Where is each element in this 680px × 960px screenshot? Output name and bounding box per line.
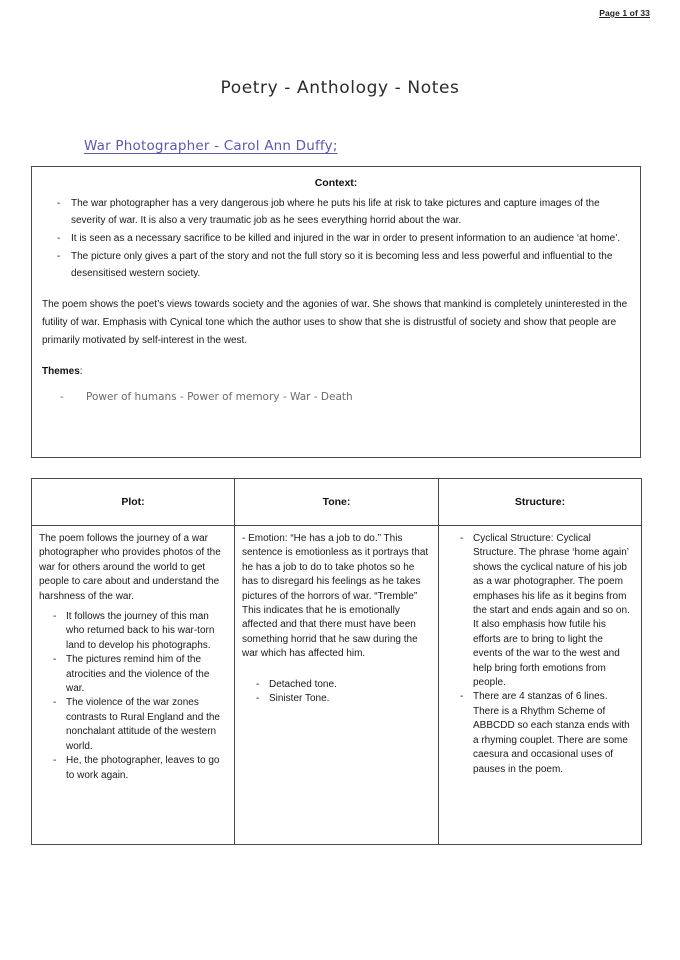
table-header-row bbox=[32, 479, 642, 526]
cell-tone bbox=[235, 526, 439, 845]
bullet-dash-icon: - bbox=[60, 391, 64, 403]
list-item bbox=[39, 653, 227, 696]
list-item-text: The war photographer has a very dangerous job where he puts his life at risk to take pictures and capture images of the severity of war. It is also a very traumatic job as he sees everything horrid about the war. bbox=[71, 198, 600, 226]
list-item bbox=[39, 696, 227, 754]
list-item-text: The violence of the war zones contrasts to Rural England and the nonchalant attitude of the western world. bbox=[66, 697, 220, 752]
list-item bbox=[42, 230, 630, 247]
themes-label-colon: : bbox=[79, 366, 83, 377]
cell-plot bbox=[32, 526, 235, 845]
cell-structure bbox=[439, 526, 642, 845]
list-item-text: The pictures remind him of the atrocities and the violence of the war. bbox=[66, 654, 210, 695]
context-paragraph: The poem shows the poet’s views towards society and the agonies of war. She shows that mankind is completely uninterested in the futility of war. Emphasis with Cynical tone which the author uses to show that she is distrustful of society and show that people are primarily motivated by self-interest in the west. bbox=[42, 299, 628, 346]
bullet-dash-icon: - bbox=[57, 233, 61, 244]
column-header-plot: Plot: bbox=[32, 479, 235, 526]
list-item bbox=[446, 690, 634, 776]
spacer bbox=[242, 668, 431, 678]
bullet-dash-icon: - bbox=[53, 611, 57, 623]
list-item bbox=[446, 532, 634, 690]
plot-intro: The poem follows the journey of a war photographer who provides photos of the war for others around the world to get people to care about and understand the harshness of the war. bbox=[39, 533, 221, 602]
context-bullet-list bbox=[42, 195, 630, 282]
context-box bbox=[31, 166, 641, 458]
list-item bbox=[242, 692, 431, 706]
list-item-text: There are 4 stanzas of 6 lines. There is a Rhythm Scheme of ABBCDD so each stanza ends with a rhyming couplet. There are some caesura and occasional uses of pauses in the poem. bbox=[473, 691, 630, 775]
bullet-dash-icon: - bbox=[256, 693, 260, 705]
bullet-dash-icon: - bbox=[460, 691, 464, 703]
list-item bbox=[42, 195, 630, 229]
bullet-dash-icon: - bbox=[53, 755, 57, 767]
list-item-text: Sinister Tone. bbox=[269, 693, 330, 705]
page-title: Poetry - Anthology - Notes bbox=[220, 78, 460, 98]
tone-bullet-list bbox=[242, 678, 431, 707]
list-item bbox=[39, 610, 227, 653]
column-header-tone: Tone: bbox=[235, 479, 439, 526]
tone-intro: - Emotion: “He has a job to do.” This sentence is emotionless as it portrays that he has a job to do to take photos so he has to disregard his feelings as he takes pictures of the horrors of war. “Tremble” This indicates that he is emotionally affected and that there must have been something horrid that he saw during the war which has affected him. bbox=[242, 533, 429, 660]
list-item-text: The picture only gives a part of the story and not the full story so it is becoming less and less powerful and influential to the desensitised western society. bbox=[71, 251, 613, 279]
themes-label bbox=[42, 366, 630, 377]
bullet-dash-icon: - bbox=[53, 697, 57, 709]
structure-bullet-list bbox=[446, 532, 634, 777]
list-item-text: It follows the journey of this man who returned back to his war-torn land to develop his photographs. bbox=[66, 611, 215, 651]
list-item bbox=[42, 248, 630, 282]
poem-heading: War Photographer - Carol Ann Duffy; bbox=[84, 138, 338, 154]
themes-label-text: Themes bbox=[42, 366, 80, 377]
list-item bbox=[39, 754, 227, 783]
themes-row bbox=[42, 391, 630, 403]
column-header-structure: Structure: bbox=[439, 479, 642, 526]
list-item-text: It is seen as a necessary sacrifice to be killed and injured in the war in order to present information to an audience ‘at home’. bbox=[71, 233, 621, 244]
table-body bbox=[32, 526, 642, 845]
page-number-header: Page 1 of 33 bbox=[599, 8, 650, 18]
list-item bbox=[242, 678, 431, 692]
list-item-text: Cyclical Structure: Cyclical Structure. The phrase ‘home again’ shows the cyclical nature of his job as a war photographer. The poem emphases his life as it begins from the start and ends again and so on. It also emphasis how futile his efforts are to bring to light the events of the war to the west and help bring forth emotions from people. bbox=[473, 533, 630, 689]
notes-table bbox=[31, 478, 642, 845]
table-header bbox=[32, 479, 642, 526]
list-item-text: Detached tone. bbox=[269, 678, 337, 690]
bullet-dash-icon: - bbox=[53, 654, 57, 666]
bullet-dash-icon: - bbox=[256, 678, 260, 690]
context-title: Context: bbox=[314, 177, 358, 189]
plot-bullet-list bbox=[39, 610, 227, 783]
list-item-text: He, the photographer, leaves to go to work again. bbox=[66, 755, 220, 781]
bullet-dash-icon: - bbox=[57, 251, 61, 262]
bullet-dash-icon: - bbox=[57, 198, 61, 209]
bullet-dash-icon: - bbox=[460, 533, 464, 544]
themes-value: Power of humans - Power of memory - War - Death bbox=[86, 391, 353, 403]
table-row bbox=[32, 526, 642, 845]
